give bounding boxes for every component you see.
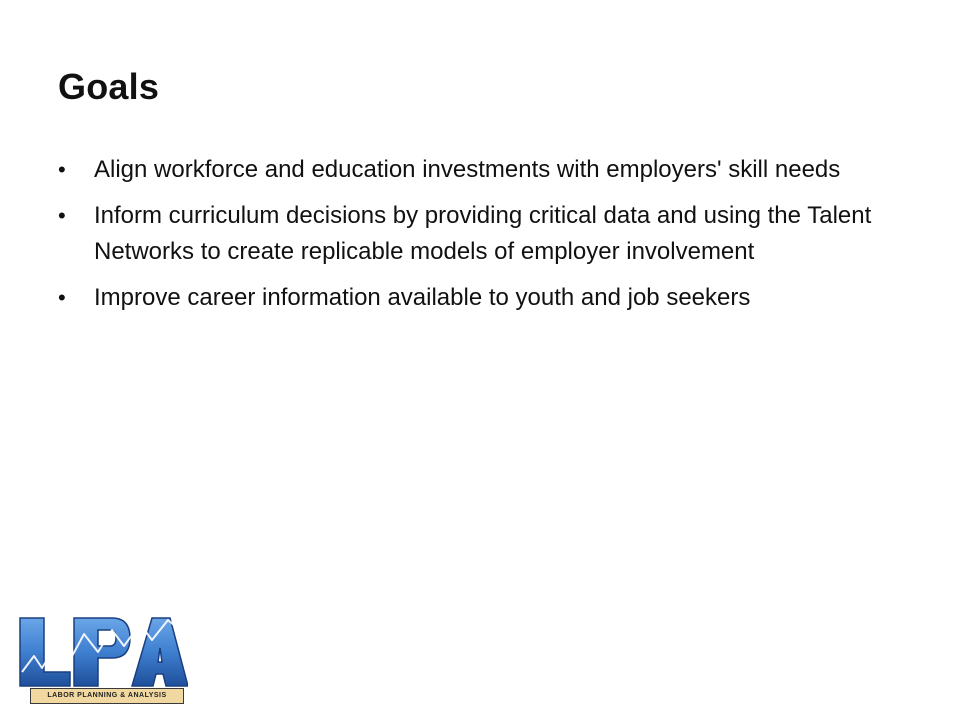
bullet-text: Inform curriculum decisions by providing critical data and using the Talent Networks to create replicable models of employer involvement [94,202,872,265]
bullet-dot-icon: • [58,157,66,182]
bullet-item [58,280,918,316]
logo-tagline: LABOR PLANNING & ANALYSIS [30,688,184,704]
bullet-text: Align workforce and education investments with employers' skill needs [94,156,841,183]
bullet-text: Improve career information available to youth and job seekers [94,284,751,311]
bullet-dot-icon: • [58,203,66,228]
slide-title: Goals [58,66,160,107]
bullet-dot-icon: • [58,285,66,310]
bullet-list [58,152,918,326]
bullet-item [58,198,918,270]
bullet-item [58,152,918,188]
